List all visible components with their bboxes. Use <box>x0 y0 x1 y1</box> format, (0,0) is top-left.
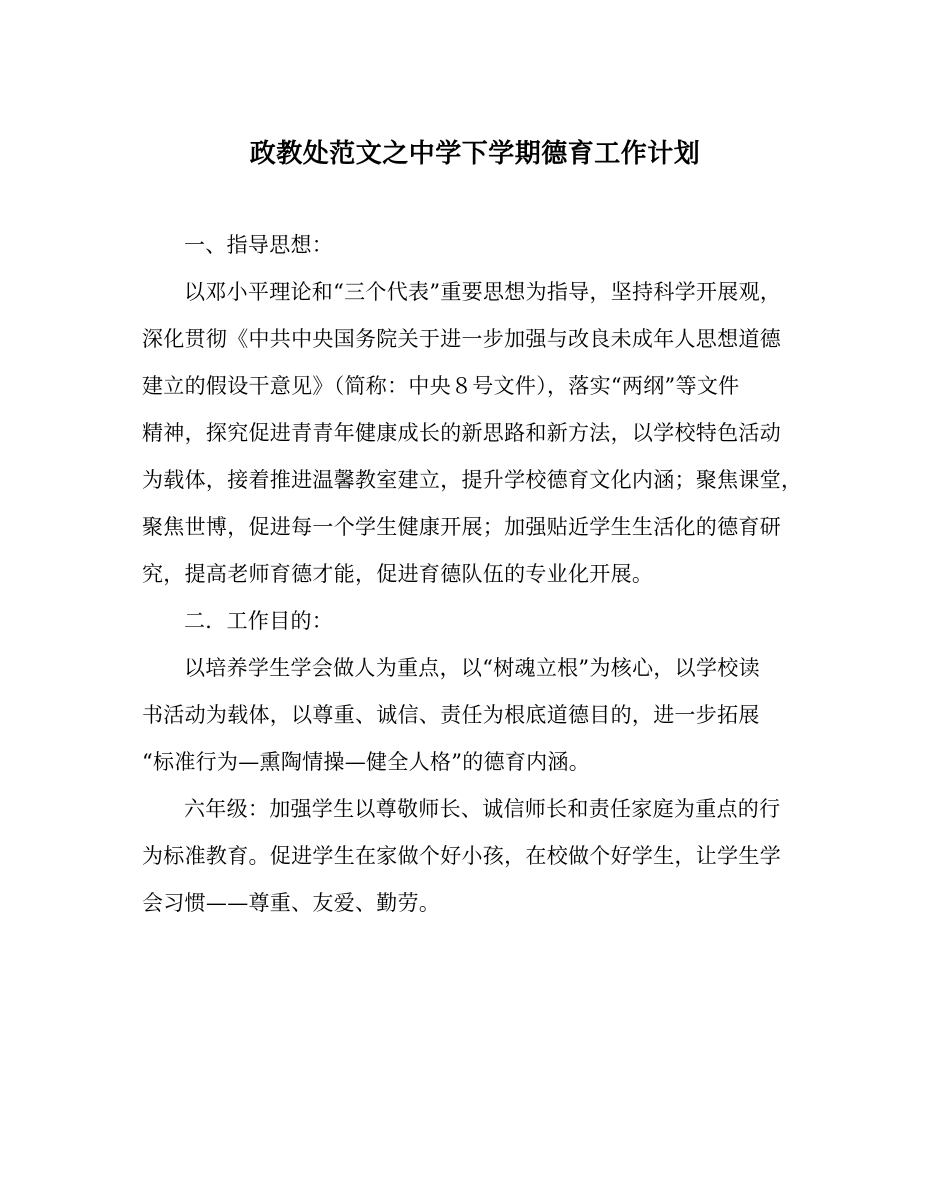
section-heading-guiding-thought: 一、指导思想： <box>184 233 334 257</box>
paragraph-line: 书活动为载体，以尊重、诚信、责任为根底道德目的，进一步拓展 <box>142 703 760 727</box>
paragraph-line: 建立的假设干意见》（简称：中央８号文件），落实“两纲”等文件 <box>142 374 740 398</box>
paragraph-line: 究，提高老师育德才能，促进育德队伍的专业化开展。 <box>142 562 654 586</box>
paragraph-line: “标准行为—熏陶情操—健全人格”的德育内涵。 <box>142 750 591 774</box>
document-body <box>142 222 802 927</box>
document-title: 政教处范文之中学下学期德育工作计划 <box>249 139 701 169</box>
paragraph-line: 聚焦世博，促进每一个学生健康开展；加强贴近学生生活化的德育研 <box>142 515 781 539</box>
paragraph-line: 精神，探究促进青青年健康成长的新思路和新方法，以学校特色活动 <box>142 421 781 445</box>
paragraph-line: 为标准教育。促进学生在家做个好小孩，在校做个好学生，让学生学 <box>142 844 781 868</box>
paragraph-line: 会习惯——尊重、友爱、勤劳。 <box>142 891 441 915</box>
paragraph-line: 为载体，接着推进温馨教室建立，提升学校德育文化内涵；聚焦课堂， <box>142 468 803 492</box>
paragraph-line: 六年级：加强学生以尊敬师长、诚信师长和责任家庭为重点的行 <box>184 797 781 821</box>
paragraph-line: 以邓小平理论和“三个代表”重要思想为指导，坚持科学开展观， <box>184 280 782 304</box>
paragraph-line: 以培养学生学会做人为重点，以“树魂立根”为核心，以学校读 <box>184 656 760 680</box>
section-heading-work-goals: 二．工作目的： <box>184 609 334 633</box>
paragraph-line: 深化贯彻《中共中央国务院关于进一步加强与改良未成年人思想道德 <box>142 327 781 351</box>
